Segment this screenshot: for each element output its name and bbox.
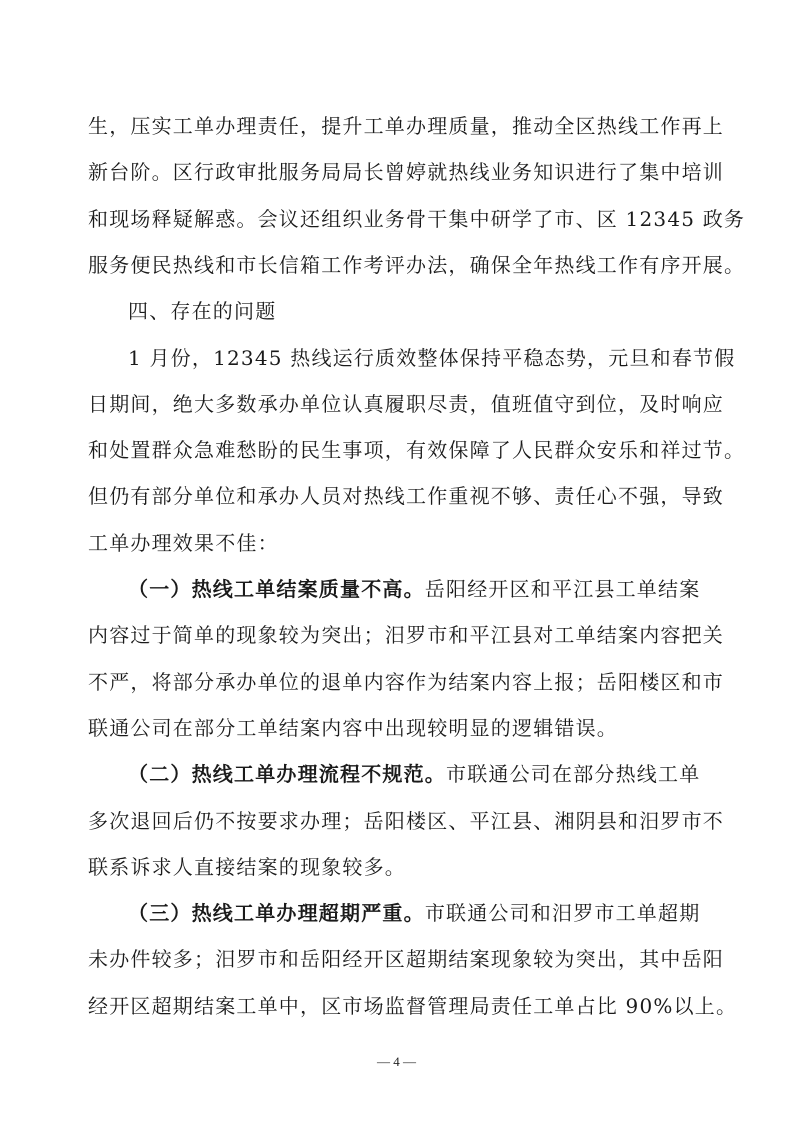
paragraph-line: 1 月份，12345 热线运行质效整体保持平稳态势，元旦和春节假 [128, 346, 736, 370]
paragraph-line: 多次退回后仍不按要求办理；岳阳楼区、平江县、湘阴县和汨罗市不 [88, 809, 724, 833]
paragraph-line: 日期间，绝大多数承办单位认真履职尽责，值班值守到位，及时响应 [88, 392, 724, 416]
item-text: 岳阳经开区和平江县工单结案 [424, 577, 701, 601]
paragraph-line: 未办件较多；汨罗市和岳阳经开区超期结案现象较为突出，其中岳阳 [88, 947, 724, 971]
paragraph-line: 不严，将部分承办单位的退单内容作为结案内容上报；岳阳楼区和市 [88, 670, 724, 694]
item-title: （一）热线工单结案质量不高。 [128, 577, 425, 601]
paragraph-line: 新台阶。区行政审批服务局局长曾婷就热线业务知识进行了集中培训 [88, 160, 724, 184]
item-title: （二）热线工单办理流程不规范。 [128, 762, 446, 786]
item-first-line [128, 762, 700, 786]
paragraph-line: 工单办理效果不佳： [88, 531, 279, 555]
paragraph-line: 联系诉求人直接结案的现象较多。 [88, 855, 406, 879]
section-heading: 四、存在的问题 [128, 299, 277, 323]
paragraph-line: 但仍有部分单位和承办人员对热线工作重视不够、责任心不强，导致 [88, 484, 724, 508]
paragraph-line: 内容过于简单的现象较为突出；汨罗市和平江县对工单结案内容把关 [88, 623, 724, 647]
paragraph-line: 联通公司在部分工单结案内容中出现较明显的逻辑错误。 [88, 716, 618, 740]
paragraph-line: 经开区超期结案工单中，区市场监督管理局责任工单占比 90%以上。 [88, 994, 738, 1018]
page-number: — 4 — [377, 1054, 416, 1069]
paragraph-line: 和现场释疑解惑。会议还组织业务骨干集中研学了市、区 12345 政务 [88, 207, 746, 231]
item-text: 市联通公司在部分热线工单 [446, 762, 701, 786]
item-first-line [128, 577, 700, 601]
item-title: （三）热线工单办理超期严重。 [128, 901, 425, 925]
item-first-line [128, 901, 700, 925]
item-text: 市联通公司和汨罗市工单超期 [424, 901, 701, 925]
paragraph-line: 生，压实工单办理责任，提升工单办理质量，推动全区热线工作再上 [88, 114, 724, 138]
paragraph-line: 服务便民热线和市长信箱工作考评办法，确保全年热线工作有序开展。 [88, 253, 746, 277]
paragraph-line: 和处置群众急难愁盼的民生事项，有效保障了人民群众安乐和祥过节。 [88, 438, 746, 462]
